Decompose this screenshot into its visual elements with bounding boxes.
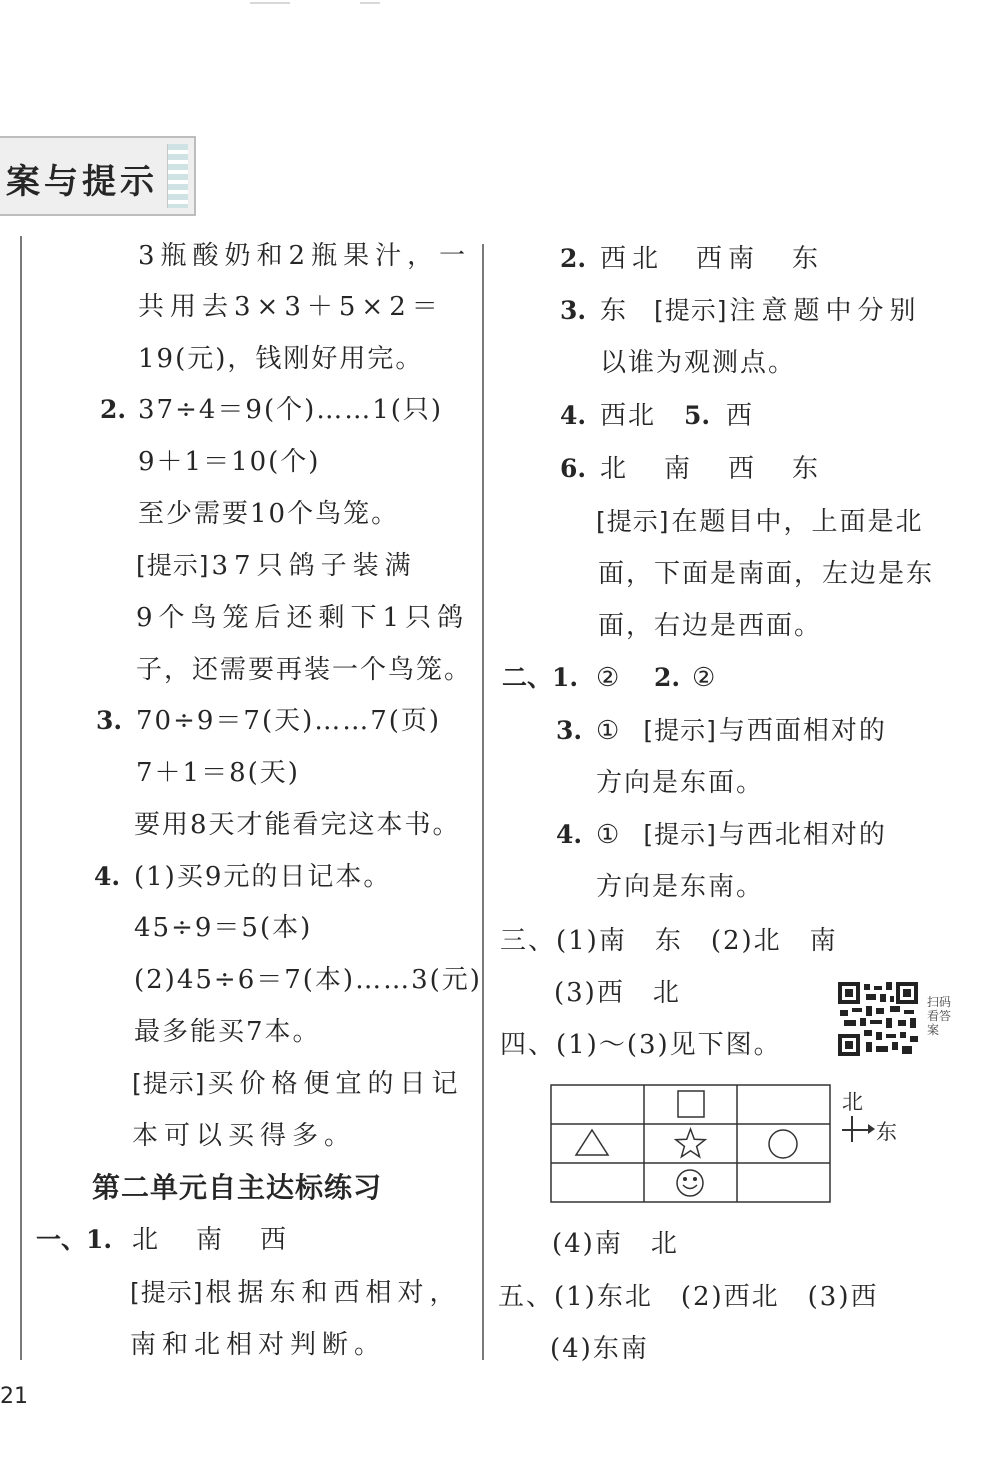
answer-line: 北 南 西 东 bbox=[600, 454, 825, 484]
hint-line bbox=[596, 506, 924, 538]
answer-line: (1)买9元的日记本。 bbox=[134, 862, 392, 892]
north-label: 北 bbox=[842, 1090, 863, 1114]
hint-line: 面，右边是西面。 bbox=[598, 611, 823, 641]
answer-line: (4)东南 bbox=[550, 1334, 649, 1364]
answer-line: 3瓶酸奶和2瓶果汁，一 bbox=[138, 241, 472, 271]
compass-rose bbox=[840, 1086, 910, 1146]
hint-label: [提示] bbox=[643, 716, 717, 745]
triangle-shape bbox=[576, 1130, 608, 1155]
hint-text: 与西北相对的 bbox=[718, 820, 887, 850]
hint-line bbox=[136, 550, 417, 582]
answer-text: ② bbox=[692, 663, 718, 693]
answer-line: 北 南 西 bbox=[132, 1225, 293, 1255]
qr-code bbox=[838, 982, 918, 1056]
question-number: 3. bbox=[556, 716, 583, 745]
qr-caption: 扫码看答案 bbox=[927, 995, 952, 1037]
east-label: 东 bbox=[876, 1120, 897, 1144]
hint-line bbox=[132, 1068, 464, 1100]
hint-label: [提示] bbox=[130, 1278, 204, 1307]
answer-line bbox=[596, 715, 887, 747]
answer-line: 五、(1)东北 (2)西北 (3)西 bbox=[498, 1282, 879, 1312]
question-number: 6. bbox=[560, 454, 587, 483]
section-label: 一、1. bbox=[36, 1225, 113, 1254]
answer-line: 最多能买7本。 bbox=[134, 1017, 321, 1047]
answer-line: 三、(1)南 东 (2)北 南 bbox=[500, 926, 838, 956]
answer-line: 45÷9＝5(本) bbox=[134, 913, 313, 943]
answer-line: 四、(1)～(3)见下图。 bbox=[500, 1030, 782, 1060]
hint-line: 以谁为观测点。 bbox=[600, 348, 797, 378]
answer-text: ① bbox=[596, 820, 622, 850]
hint-label: [提示] bbox=[643, 820, 717, 849]
answer-line: 9＋1＝10(个) bbox=[138, 447, 321, 477]
answer-line: 西北 西南 东 bbox=[600, 244, 825, 274]
question-number: 2. bbox=[654, 663, 681, 692]
answer-line: 西 bbox=[726, 401, 755, 431]
question-number: 3. bbox=[96, 706, 123, 735]
hint-text: 在题目中，上面是北 bbox=[671, 507, 924, 537]
hint-line bbox=[130, 1277, 462, 1309]
banner-title: 案与提示 bbox=[6, 162, 158, 202]
question-number: 4. bbox=[556, 820, 583, 849]
smiley-shape bbox=[677, 1170, 703, 1196]
answer-line: 70÷9＝7(天)……7(页) bbox=[136, 706, 442, 736]
answer-line bbox=[596, 819, 887, 851]
answer-line: 至少需要10个鸟笼。 bbox=[138, 499, 400, 529]
answer-line: 西北 bbox=[600, 401, 657, 431]
answer-line: 37÷4＝9(个)……1(只) bbox=[138, 395, 444, 425]
answer-line: (2)45÷6＝7(本)……3(元) bbox=[134, 965, 482, 995]
question-number: 2. bbox=[560, 244, 587, 273]
hint-text: 37只鸽子装满 bbox=[211, 551, 417, 581]
hint-label: [提示] bbox=[596, 507, 670, 536]
hint-label: [提示] bbox=[136, 551, 210, 580]
east-arrow-icon bbox=[868, 1124, 875, 1134]
question-number: 4. bbox=[560, 401, 587, 430]
question-number: 5. bbox=[684, 401, 711, 430]
column-divider bbox=[482, 244, 484, 1360]
hint-line: 本可以买得多。 bbox=[132, 1121, 357, 1151]
hint-line: 方向是东南。 bbox=[596, 872, 765, 902]
answer-text: ① bbox=[596, 716, 622, 746]
answer-line bbox=[600, 295, 922, 327]
hint-label: [提示] bbox=[132, 1069, 206, 1098]
hint-line: 9个鸟笼后还剩下1只鸽 bbox=[136, 603, 470, 633]
hint-line: 南和北相对判断。 bbox=[130, 1330, 387, 1360]
answer-line: (4)南 北 bbox=[552, 1229, 679, 1259]
hint-label: [提示] bbox=[654, 296, 728, 325]
position-grid bbox=[550, 1084, 832, 1204]
hint-line: 方向是东面。 bbox=[596, 768, 765, 798]
question-number: 4. bbox=[94, 862, 121, 891]
top-decoration bbox=[250, 0, 390, 6]
hint-line: 子，还需要再装一个鸟笼。 bbox=[136, 655, 473, 685]
answer-line: 7＋1＝8(天) bbox=[136, 758, 300, 788]
hint-text: 与西面相对的 bbox=[718, 716, 887, 746]
answer-line: (3)西 北 bbox=[554, 978, 681, 1008]
section-banner bbox=[0, 136, 196, 216]
hint-line: 面，下面是南面，左边是东 bbox=[598, 559, 935, 589]
hint-text: 根据东和西相对， bbox=[205, 1278, 462, 1308]
question-number: 2. bbox=[100, 395, 127, 424]
square-shape bbox=[678, 1091, 704, 1117]
answer-line: 要用8天才能看完这本书。 bbox=[134, 810, 461, 840]
section-label: 二、1. bbox=[502, 663, 579, 692]
answer-line: 共用去3×3＋5×2＝ bbox=[138, 292, 444, 322]
answer-line: 19(元)，钱刚好用完。 bbox=[138, 344, 424, 374]
banner-decoration bbox=[167, 144, 188, 208]
star-shape bbox=[676, 1129, 705, 1157]
page-number: 21 bbox=[0, 1384, 28, 1409]
left-margin-rule bbox=[20, 236, 22, 1360]
hint-text: 买价格便宜的日记 bbox=[207, 1069, 464, 1099]
question-number: 3. bbox=[560, 296, 587, 325]
unit-heading: 第二单元自主达标练习 bbox=[92, 1171, 383, 1204]
circle-shape bbox=[769, 1130, 797, 1158]
answer-text: 东 bbox=[600, 296, 633, 326]
hint-text: 注意题中分别 bbox=[729, 296, 922, 326]
answer-text: ② bbox=[596, 663, 622, 693]
